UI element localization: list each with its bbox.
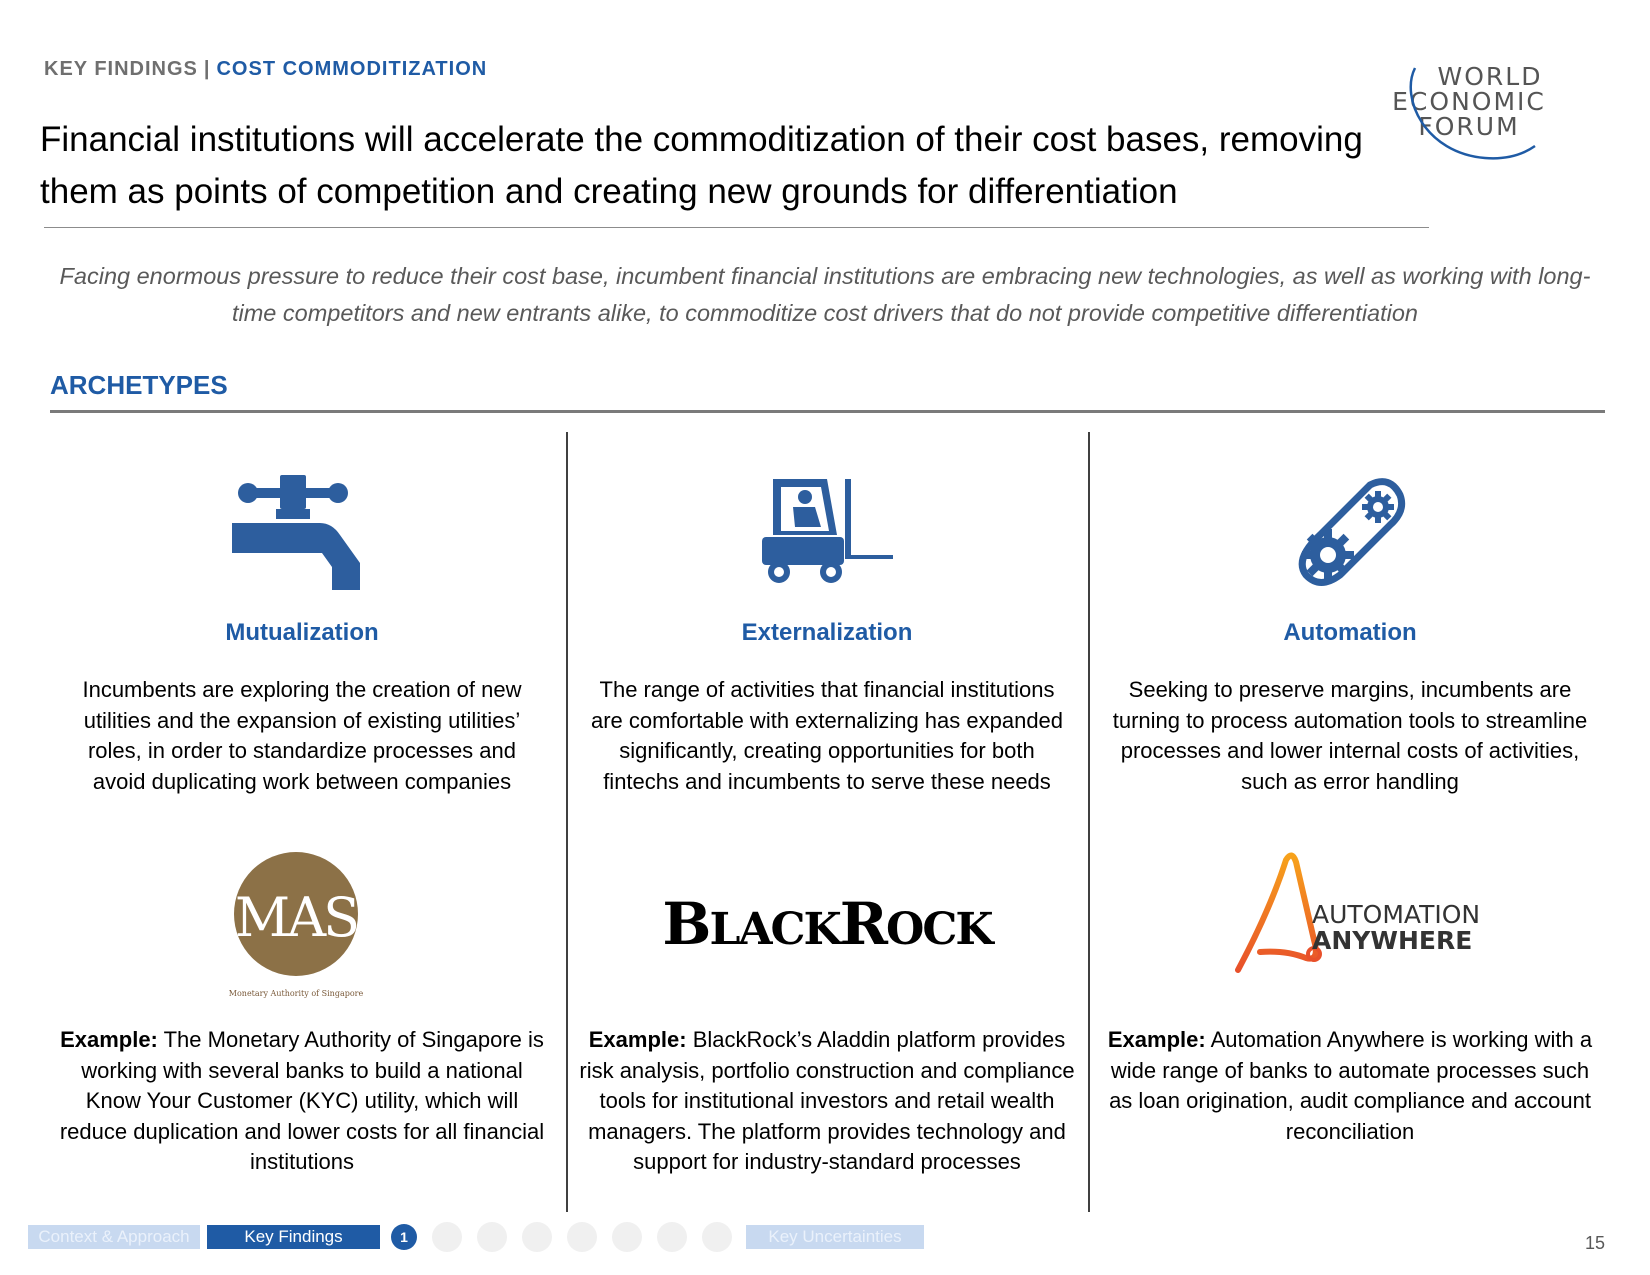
archetype-title: Mutualization [225, 619, 379, 646]
page-title: Financial institutions will accelerate the commoditization of their cost bases, removing them as points of competition and creating new grounds for differentiation [40, 120, 1363, 211]
example-text: The Monetary Authority of Singapore is working with several banks to build a national Know Your Customer (KYC) utility, which will reduce duplication and lower costs for all financial institutions [59, 1027, 545, 1174]
nav-step-dot[interactable] [567, 1222, 597, 1252]
blackrock-logo-lack: LACK [709, 904, 840, 955]
blackrock-logo-ock: OCK [885, 904, 992, 955]
nav-key-uncertainties[interactable]: Key Uncertainties [746, 1225, 924, 1249]
nav-key-findings[interactable]: Key Findings [207, 1225, 380, 1249]
nav-context-approach[interactable]: Context & Approach [28, 1225, 200, 1249]
archetype-description: The range of activities that financial institutions are comfortable with externalizing has expanded significantly, creating opportunities for both fintechs and incumbents to serve these needs [590, 677, 1064, 794]
breadcrumb [44, 58, 487, 81]
archetype-example [1100, 1025, 1600, 1147]
example-label: Example: [60, 1027, 158, 1052]
nav-step-dot[interactable] [432, 1222, 462, 1252]
automation-anywhere-line1: AUTOMATION [1312, 900, 1481, 929]
wef-logo-line3: FORUM [1418, 112, 1520, 141]
blackrock-logo-r: R [839, 890, 886, 958]
archetype-description: Seeking to preserve margins, incumbents are turning to process automation tools to streamline processes and lower internal costs of activities, such as error handling [1112, 677, 1588, 794]
nav-step-dot[interactable] [657, 1222, 687, 1252]
gears-icon [1090, 440, 1610, 600]
automation-anywhere-line2: ANYWHERE [1312, 926, 1473, 955]
example-label: Example: [1107, 1027, 1206, 1052]
blackrock-logo [567, 850, 1087, 1000]
section-divider [50, 410, 1605, 413]
breadcrumb-separator: | [203, 58, 211, 80]
example-text: BlackRock’s Aladdin platform provides risk analysis, portfolio construction and compliance tools for institutional investors and retail wealth managers. The platform provides technology and support for industry-standard processes [579, 1027, 1075, 1174]
archetype-title: Externalization [741, 619, 913, 646]
nav-step-current[interactable]: 1 [391, 1224, 417, 1250]
archetype-description: Incumbents are exploring the creation of new utilities and the expansion of existing utilities’ roles, in order to standardize processes and avoid duplicating work between companies [82, 677, 522, 794]
page-subtitle: Facing enormous pressure to reduce their cost base, incumbent financial institutions are embracing new technologies, as well as working with long-time competitors and new entrants alike, to commoditize cost drivers that do not provide competitive differentiation [59, 263, 1591, 326]
nav-step-dot[interactable] [702, 1222, 732, 1252]
faucet-icon [42, 440, 562, 600]
nav-step-dot[interactable] [612, 1222, 642, 1252]
archetype-example [52, 1025, 552, 1178]
forklift-icon [567, 440, 1087, 600]
nav-step-dot[interactable] [477, 1222, 507, 1252]
blackrock-logo-b: B [662, 890, 710, 958]
example-label: Example: [588, 1027, 687, 1052]
wef-logo-line2: ECONOMIC [1392, 87, 1546, 116]
mas-logo-text: MAS [234, 886, 358, 949]
mas-logo-caption: Monetary Authority of Singapore [228, 989, 364, 998]
nav-step-dot[interactable] [522, 1222, 552, 1252]
breadcrumb-section: KEY FINDINGS [44, 58, 198, 80]
breadcrumb-current: COST COMMODITIZATION [216, 58, 488, 80]
wef-logo [1375, 58, 1555, 168]
page-number: 15 [1585, 1233, 1606, 1253]
archetype-example [577, 1025, 1077, 1178]
title-divider [44, 227, 1429, 228]
example-text: Automation Anywhere is working with a wide range of banks to automate processes such as loan origination, audit compliance and account reconciliation [1109, 1027, 1593, 1144]
section-heading: ARCHETYPES [50, 370, 228, 400]
mas-logo [42, 850, 562, 1000]
wef-logo-line1: WORLD [1437, 62, 1543, 91]
automation-anywhere-logo [1090, 850, 1610, 1000]
archetype-title: Automation [1283, 619, 1417, 646]
